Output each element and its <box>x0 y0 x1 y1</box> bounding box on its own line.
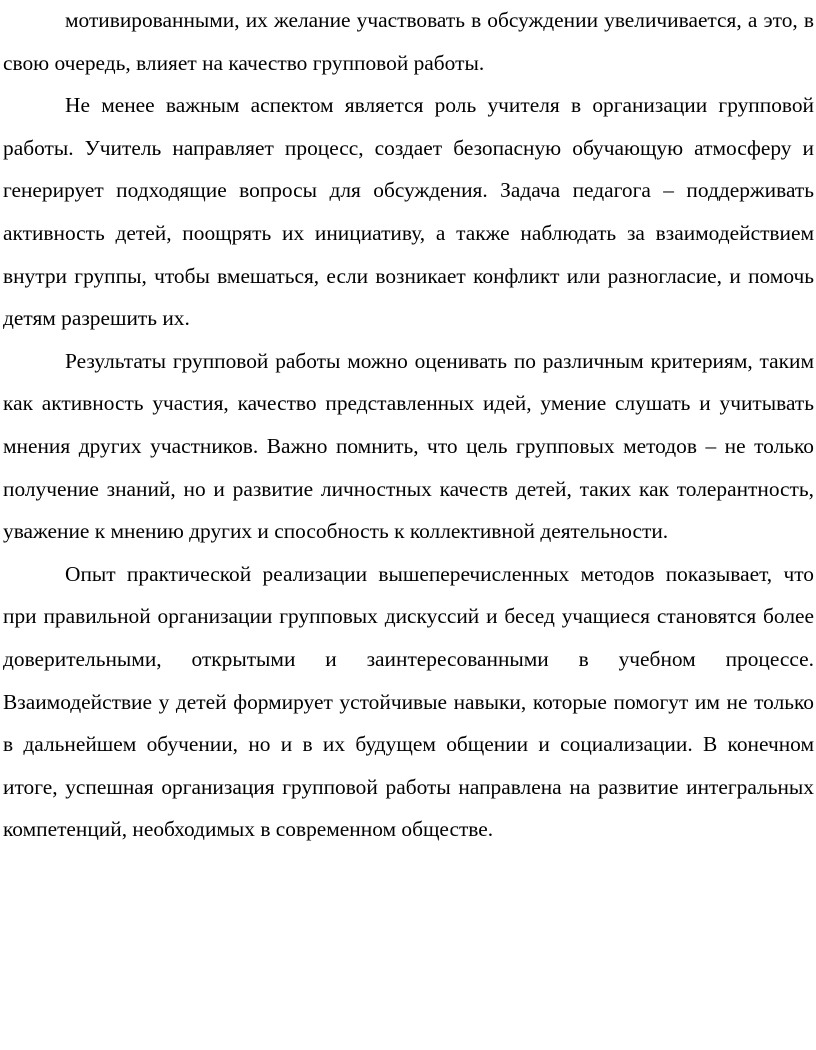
paragraph-1: мотивированными, их желание участвовать в обсуждении увеличивается, а это, в свою очередь, влияет на качество групповой работы. <box>3 8 814 75</box>
paragraph-4: Опыт практической реализации вышеперечисленных методов показывает, что при правильной организации групповых дискуссий и бесед учащиеся становятся более доверительными, открытыми и заинтересованными в учебном процессе. Взаимодействие у детей формирует устойчивые навыки, которые помогут им не только в дальнейшем обучении, но и в их будущем общении и социализации. В конечном итоге, успешная организация групповой работы направлена на развитие интегральных компетенций, необходимых в современном обществе. <box>3 561 814 842</box>
paragraph-3: Результаты групповой работы можно оценивать по различным критериям, таким как активность участия, качество представленных идей, умение слушать и учитывать мнения других участников. Важно помнить, что цель групповых методов – не только получение знаний, но и развитие личностных качеств детей, таких как толерантность, уважение к мнению других и способность к коллективной деятельности. <box>3 348 814 544</box>
paragraph-2: Не менее важным аспектом является роль учителя в организации групповой работы. Учитель направляет процесс, создает безопасную обучающую атмосферу и генерирует подходящие вопросы для обсуждения. Задача педагога – поддерживать активность детей, поощрять их инициативу, а также наблюдать за взаимодействием внутри группы, чтобы вмешаться, если возникает конфликт или разногласие, и помочь детям разрешить их. <box>3 93 814 331</box>
document-page <box>3 0 814 851</box>
